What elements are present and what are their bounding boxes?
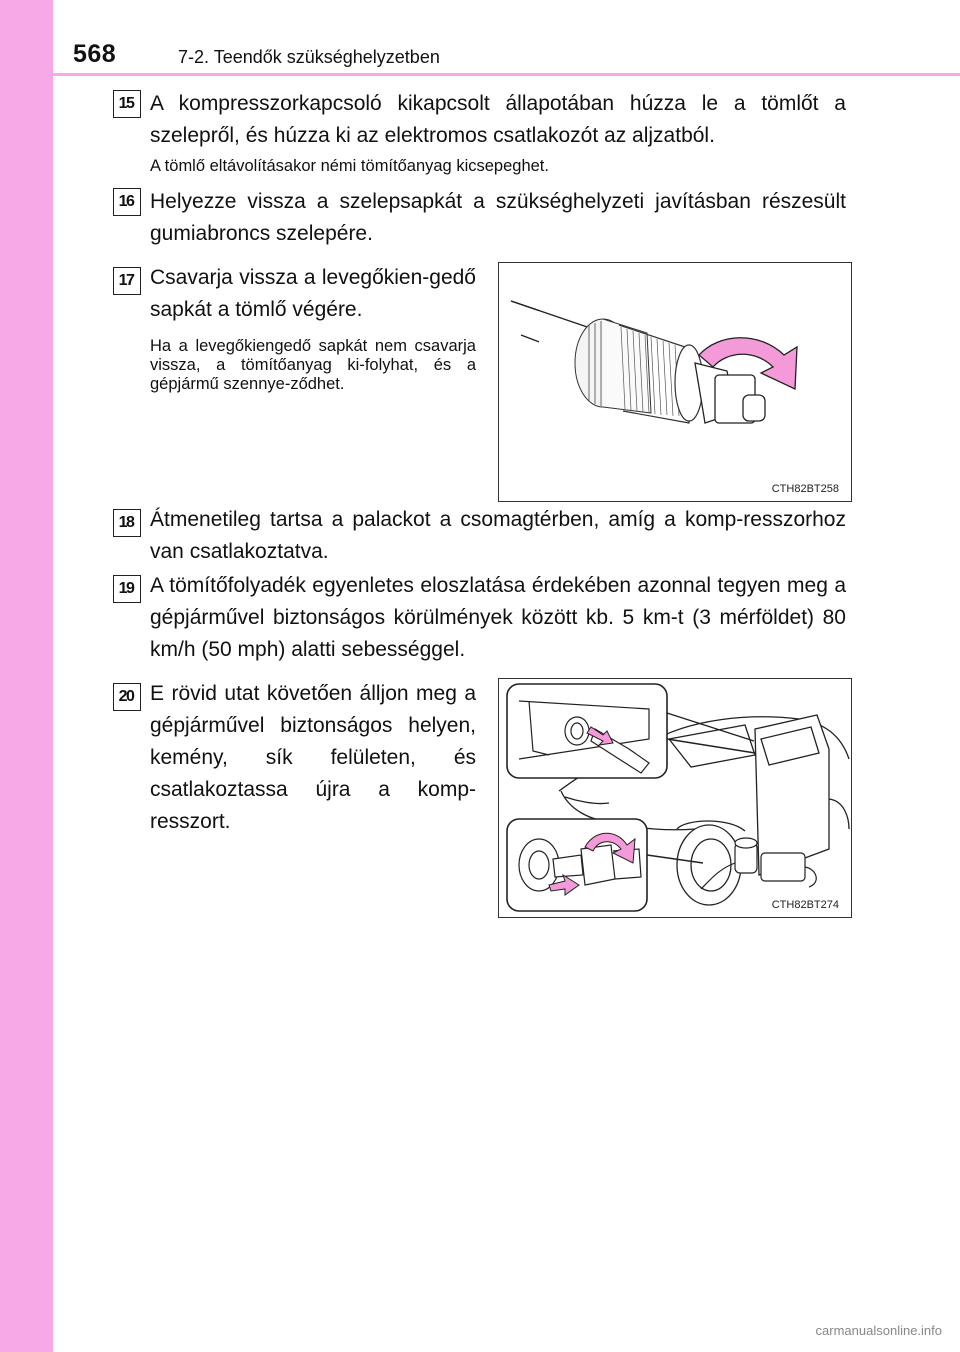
- step-18-text: Átmenetileg tartsa a palackot a csomagtérben, amíg a komp-resszorhoz van csatlakoztatva.: [150, 508, 846, 563]
- hose-cap-illustration: [499, 263, 851, 501]
- step-number-20: 20: [113, 683, 141, 711]
- step-15-text: A kompresszorkapcsoló kikapcsolt állapotában húzza le a tömlőt a szelepről, és húzza ki az elektromos csatlakozót az aljzatból.: [150, 92, 846, 147]
- step-number-15: 15: [113, 90, 141, 118]
- step-number-17: 17: [113, 267, 141, 295]
- step-15-note: A tömlő eltávolításakor némi tömítőanyag kicsepeghet.: [150, 157, 549, 175]
- figure-code: CTH82BT258: [771, 483, 839, 495]
- car-compressor-illustration: [499, 679, 851, 917]
- figure-car-compressor: [498, 678, 852, 918]
- figure-hose-cap: [498, 262, 852, 502]
- step-20-text: E rövid utat követően álljon meg a gépjárművel biztonságos helyen, kemény, sík felületen, és csatlakoztassa újra a komp-resszort.: [150, 682, 476, 833]
- figure-code: CTH82BT274: [771, 899, 839, 911]
- step-number-19: 19: [113, 575, 141, 603]
- footer-watermark: carmanualsonline.info: [815, 1323, 942, 1338]
- header-divider: [53, 73, 960, 76]
- section-title: 7-2. Teendők szükséghelyzetben: [178, 47, 440, 67]
- page-number: 568: [73, 40, 117, 68]
- step-17-note: Ha a levegőkiengedő sapkát nem csavarja vissza, a tömítőanyag ki-folyhat, és a gépjármű szennye-ződhet.: [150, 337, 476, 393]
- step-number-16: 16: [113, 188, 141, 216]
- step-17-text: Csavarja vissza a levegőkien-gedő sapkát a tömlő végére.: [150, 266, 476, 321]
- step-19-text: A tömítőfolyadék egyenletes eloszlatása érdekében azonnal tegyen meg a gépjárművel biztonságos körülmények között kb. 5 km-t (3 mérföldet) 80 km/h (50 mph) alatti sebességgel.: [150, 574, 846, 661]
- step-number-18: 18: [113, 509, 141, 537]
- step-16-text: Helyezze vissza a szelepsapkát a szükséghelyzeti javításban részesült gumiabroncs szelepére.: [150, 190, 846, 245]
- chapter-sidebar: [0, 0, 53, 1352]
